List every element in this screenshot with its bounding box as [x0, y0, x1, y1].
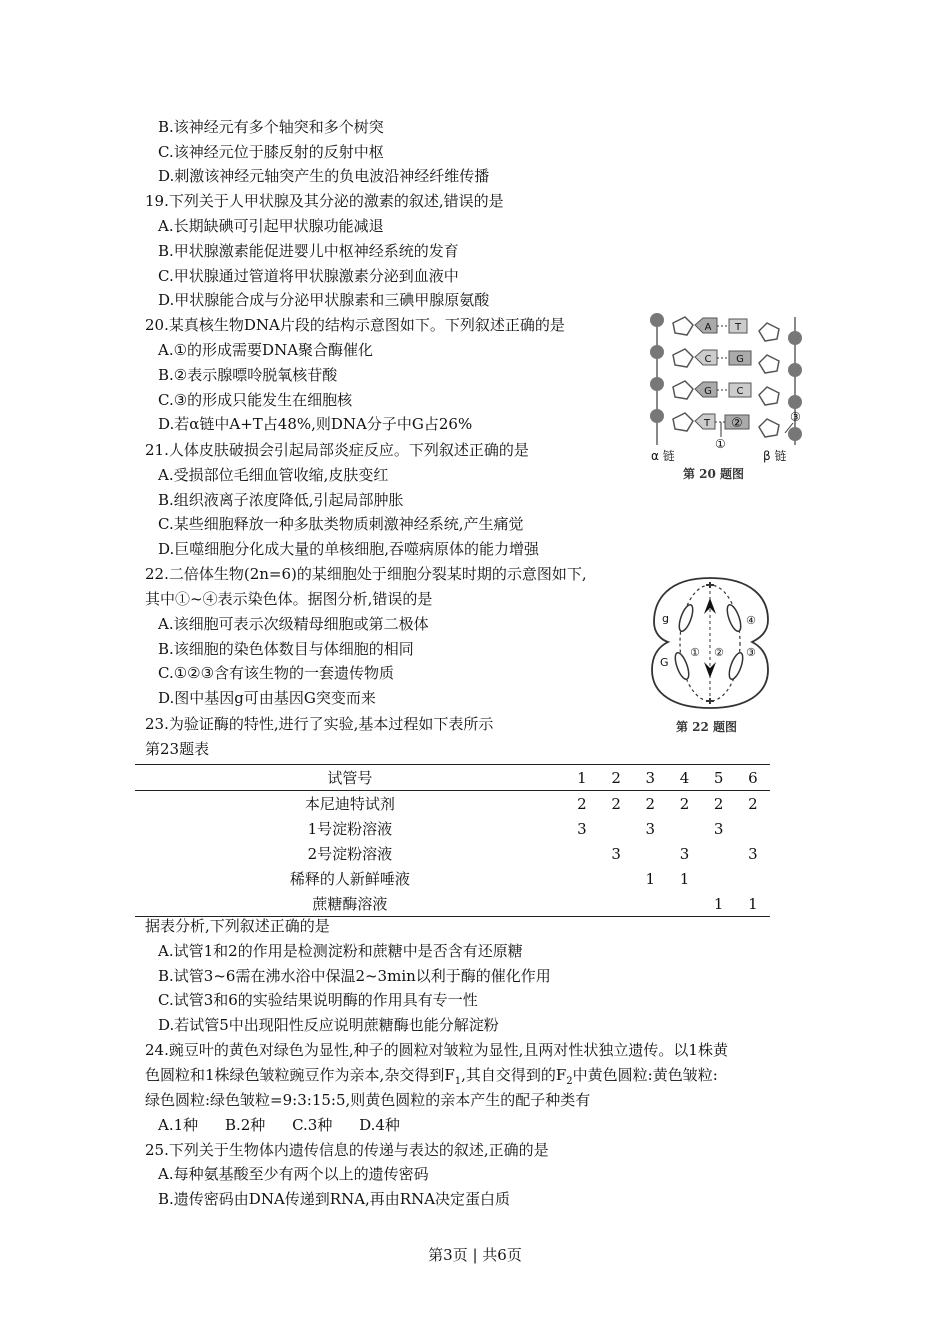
table-cell: 2 [748, 794, 758, 813]
table-cell: 1 [679, 869, 690, 888]
table-cell: 2 [679, 794, 690, 813]
table-cell [565, 841, 599, 866]
q23-option-a: A.试管1和2的作用是检测淀粉和蔗糖中是否含有还原糖 [158, 942, 523, 960]
q20-stem: 20.某真核生物DNA片段的结构示意图如下。下列叙述正确的是 [145, 316, 565, 334]
q19-option-b: B.甲状腺激素能促进婴儿中枢神经系统的发育 [158, 242, 459, 260]
table-cell [633, 891, 667, 917]
q23-option-d: D.若试管5中出现阳性反应说明蔗糖酶也能分解淀粉 [158, 1016, 499, 1034]
marker-3: ③ [790, 410, 801, 424]
table-header: 4 [667, 765, 701, 791]
q22-stem-1: 22.二倍体生物(2n=6)的某细胞处于细胞分裂某时期的示意图如下, [145, 565, 587, 583]
table-row [135, 841, 770, 866]
chromosome-2: ② [714, 646, 724, 659]
table-row [135, 866, 770, 891]
table-cell [702, 866, 736, 891]
experiment-table [135, 764, 770, 917]
q20-option-b: B.②表示腺嘌呤脱氧核苷酸 [158, 366, 338, 384]
q23-table-title: 第23题表 [145, 740, 210, 758]
cell-division-figure [648, 570, 773, 715]
table-cell: 2号淀粉溶液 [307, 845, 393, 863]
option-c-prev: C.该神经元位于膝反射的反射中枢 [158, 143, 384, 161]
q25-option-a: A.每种氨基酸至少有两个以上的遗传密码 [158, 1165, 429, 1183]
beta-strand-label: β 链 [763, 449, 787, 463]
figure-20-caption: 第 20 题图 [683, 467, 745, 481]
q23-stem: 23.为验证酶的特性,进行了实验,基本过程如下表所示 [145, 715, 494, 733]
q21-stem: 21.人体皮肤破损会引起局部炎症反应。下列叙述正确的是 [145, 441, 529, 459]
q20-option-d: D.若α链中A+T占48%,则DNA分子中G占26% [158, 415, 473, 433]
q20-option-a: A.①的形成需要DNA聚合酶催化 [158, 341, 374, 359]
table-header-row [135, 765, 770, 791]
table-header: 5 [702, 765, 736, 791]
q24-line-2: 色圆粒和1株绿色皱粒豌豆作为亲本,杂交得到$F_1$,其自交得到的$F_2$中黄色圆粒:黄色皱粒: [145, 1066, 718, 1087]
gene-G: G [660, 656, 669, 669]
figure-22-caption: 第 22 题图 [676, 720, 738, 734]
q24-options [158, 1115, 400, 1135]
table-cell: 本尼迪特试剂 [304, 795, 395, 813]
marker-2: ② [731, 416, 743, 431]
alpha-strand-label: α 链 [651, 449, 675, 463]
base-c: C [704, 354, 712, 365]
table-header: 1 [565, 765, 599, 791]
table-cell: 3 [645, 819, 656, 838]
page-footer: 第3页 | 共6页 [428, 1246, 522, 1264]
table-header: 2 [599, 765, 633, 791]
marker-1: ① [715, 437, 726, 451]
chromosome-4: ④ [746, 614, 756, 627]
base-g2: G [704, 386, 712, 397]
q22-option-a: A.该细胞可表示次级精母细胞或第二极体 [158, 615, 429, 633]
gene-g: g [662, 612, 669, 625]
q21-option-c: C.某些细胞释放一种多肽类物质刺激神经系统,产生痛觉 [158, 515, 524, 533]
table-cell: 3 [577, 819, 587, 838]
q22-option-b: B.该细胞的染色体数目与体细胞的相同 [158, 640, 414, 658]
table-cell [667, 816, 701, 841]
table-cell: 3 [748, 844, 758, 863]
q23-option-b: B.试管3~6需在沸水浴中保温2~3min以利于酶的催化作用 [158, 967, 551, 985]
table-cell: 2 [577, 794, 587, 813]
table-row [135, 791, 770, 817]
option-b-prev: B.该神经元有多个轴突和多个树突 [158, 118, 384, 136]
table-cell: 1 [645, 869, 656, 888]
table-cell [702, 841, 736, 866]
table-cell [736, 816, 770, 841]
base-t: T [734, 322, 742, 333]
table-cell: 1 [702, 891, 736, 917]
table-row [135, 891, 770, 917]
table-cell: 2 [645, 794, 656, 813]
base-a: A [704, 322, 712, 333]
table-cell: 稀释的人新鲜唾液 [289, 870, 410, 888]
q24-option-a: A.1种 [158, 1116, 199, 1134]
q22-option-c: C.①②③含有该生物的一套遗传物质 [158, 664, 395, 682]
q19-option-a: A.长期缺碘可引起甲状腺功能减退 [158, 217, 384, 235]
q20-option-c: C.③的形成只能发生在细胞核 [158, 391, 353, 409]
table-cell [633, 841, 667, 866]
q19-stem: 19.下列关于人甲状腺及其分泌的激素的叙述,错误的是 [145, 192, 504, 210]
table-cell [667, 891, 701, 917]
q24-line-3: 绿色圆粒:绿色皱粒=9:3:15:5,则黄色圆粒的亲本产生的配子种类有 [145, 1091, 591, 1109]
q25-option-b: B.遗传密码由DNA传递到RNA,再由RNA决定蛋白质 [158, 1190, 511, 1208]
table-cell: 2 [611, 794, 621, 813]
table-header: 试管号 [135, 765, 565, 791]
q24-line-1: 24.豌豆叶的黄色对绿色为显性,种子的圆粒对皱粒为显性,且两对性状独立遗传。以1株黄 [145, 1041, 728, 1059]
q21-option-d: D.巨噬细胞分化成大量的单核细胞,吞噬病原体的能力增强 [158, 540, 540, 558]
q25-stem: 25.下列关于生物体内遗传信息的传递与表达的叙述,正确的是 [145, 1141, 549, 1159]
table-cell [599, 816, 633, 841]
table-cell: 蔗糖酶溶液 [135, 891, 565, 917]
q19-option-d: D.甲状腺能合成与分泌甲状腺素和三碘甲腺原氨酸 [158, 291, 490, 309]
option-d-prev: D.刺激该神经元轴突产生的负电波沿神经纤维传播 [158, 167, 490, 185]
chromosome-3: ③ [746, 646, 756, 659]
q24-option-b: B.2种 [224, 1116, 266, 1134]
q22-option-d: D.图中基因g可由基因G突变而来 [158, 689, 376, 707]
table-cell [599, 891, 633, 917]
q24-option-c: C.3种 [292, 1116, 333, 1134]
table-header: 3 [633, 765, 667, 791]
q19-option-c: C.甲状腺通过管道将甲状腺激素分泌到血液中 [158, 267, 459, 285]
base-c2: C [736, 386, 744, 397]
chromosome-1: ① [690, 646, 700, 659]
table-cell [736, 866, 770, 891]
q21-option-a: A.受损部位毛细血管收缩,皮肤变红 [158, 466, 389, 484]
q23-option-c: C.试管3和6的实验结果说明酶的作用具有专一性 [158, 991, 478, 1009]
table-row [135, 816, 770, 841]
table-cell [565, 891, 599, 917]
dna-structure-figure [645, 305, 810, 480]
table-cell: 3 [713, 819, 724, 838]
q24-option-d: D.4种 [359, 1116, 400, 1134]
table-cell [599, 866, 633, 891]
q22-stem-2: 其中①~④表示染色体。据图分析,错误的是 [145, 590, 433, 608]
table-cell: 2 [713, 794, 724, 813]
table-header: 6 [736, 765, 770, 791]
table-cell: 1 [736, 891, 770, 917]
q23-after-table: 据表分析,下列叙述正确的是 [145, 917, 330, 935]
table-cell [565, 866, 599, 891]
table-cell: 3 [611, 844, 621, 863]
base-g: G [736, 354, 744, 365]
table-cell: 1号淀粉溶液 [307, 820, 393, 838]
q21-option-b: B.组织液离子浓度降低,引起局部肿胀 [158, 491, 404, 509]
base-t2: T [703, 418, 711, 429]
table-cell: 3 [679, 844, 690, 863]
